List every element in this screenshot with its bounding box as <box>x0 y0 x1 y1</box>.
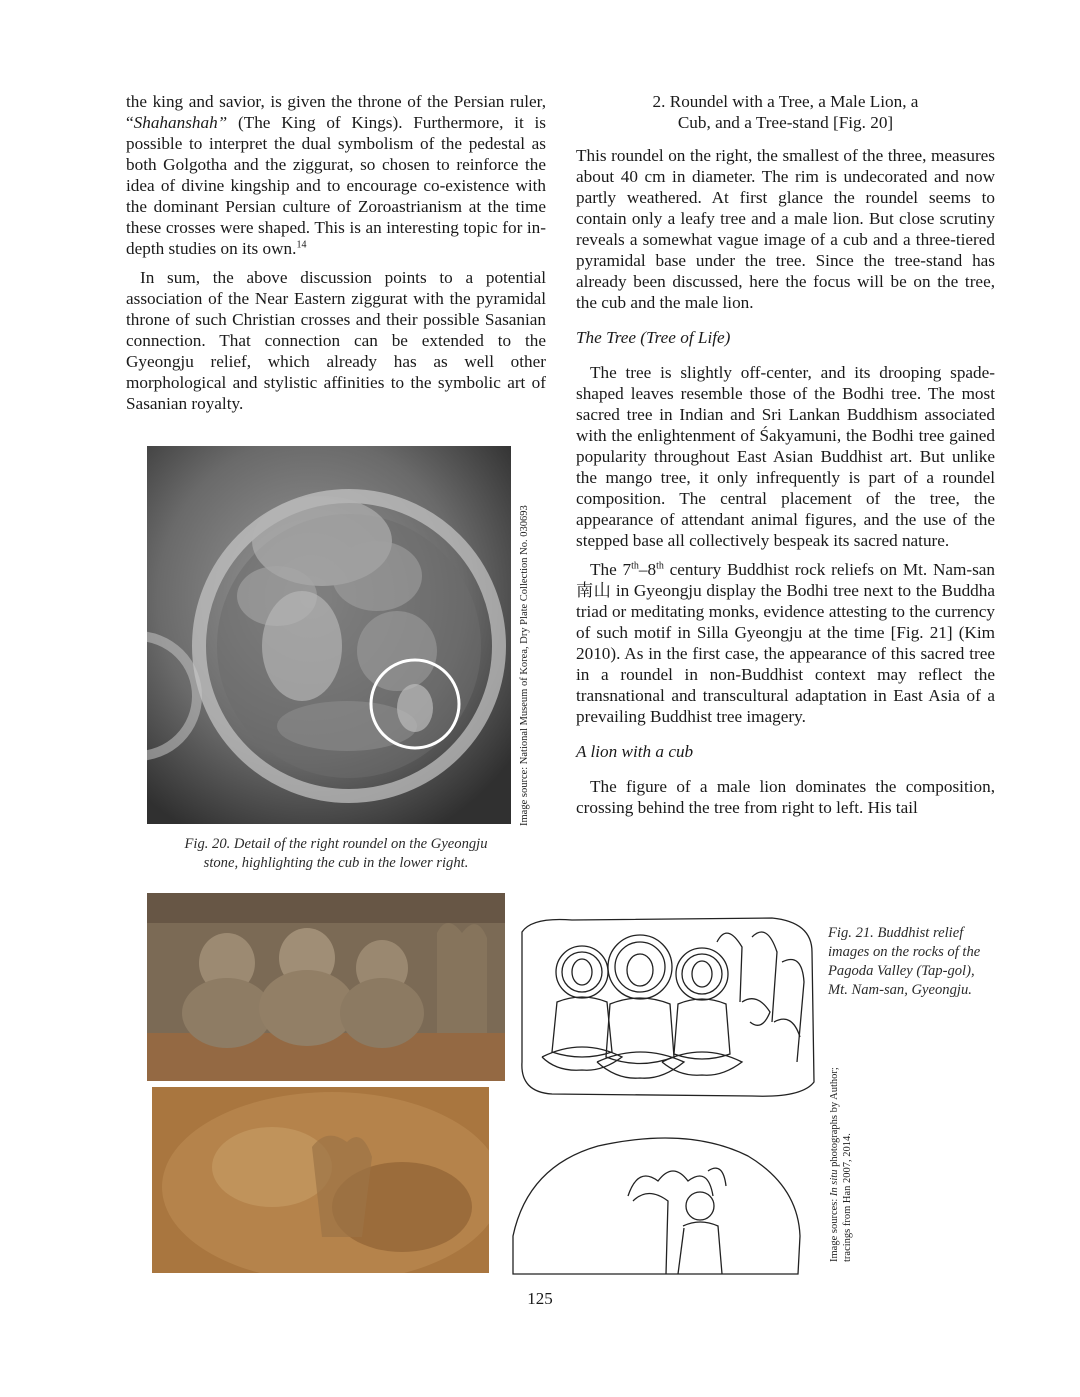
text-run: Image sources: <box>829 1196 840 1262</box>
credit-line: tracings from Han 2007, 2014. <box>842 1133 853 1262</box>
credit-line <box>828 1022 841 1262</box>
text-run: the king and savior, is given the throne of the Persian ruler, “ <box>126 92 546 132</box>
paragraph <box>576 559 995 727</box>
left-column <box>126 91 546 414</box>
figure-21-photo-bottom <box>152 1087 489 1273</box>
footnote-ref: 14 <box>296 239 307 251</box>
caption-line: images on the rocks of the <box>828 944 981 960</box>
superscript: th <box>656 560 664 572</box>
paragraph: In sum, the above discussion points to a potential association of the Near Eastern ziggurat with the pyramidal throne of such Christian crosses and their possible Sasanian connection. That connection can be extended to the Gyeongju relief, which already has as well other morphological and stylistic affinities to the symbolic art of Sasanian royalty. <box>126 268 546 413</box>
buddha-triad-relief-photo <box>147 893 505 1081</box>
heading-line: Cub, and a Tree-stand [Fig. 20] <box>677 113 894 132</box>
text-run: century Buddhist rock reliefs on Mt. Nam-san 南山 in Gyeongju display the Bodhi tree next to the Buddha triad or meditating monks, evidence attesting to the currency of such motif in Silla Gyeongju at the time [Fig. 21] (Kim 2010). As in the first case, the appearance of this sacred tree in a roundel in non-Buddhist context may reflect the transnational and transcultural adaptation in East Asia of a prevailing Buddhist tree imagery. <box>576 560 995 726</box>
figure-21-caption <box>828 924 1008 1000</box>
rock-relief-tracing <box>508 1126 808 1276</box>
superscript: th <box>631 560 639 572</box>
paragraph: The figure of a male lion dominates the composition, crossing behind the tree from right to left. His tail <box>576 777 995 817</box>
figure-21-tracing-bottom <box>508 1126 808 1276</box>
page-number: 125 <box>527 1289 553 1308</box>
figure-21-photo-top <box>147 893 505 1081</box>
roundel-relief-illustration <box>147 446 511 824</box>
figure-20-photo <box>147 446 511 824</box>
figure-20-credit: Image source: National Museum of Korea, Dry Plate Collection No. 030693 <box>519 505 530 826</box>
right-column <box>576 91 995 818</box>
buddha-triad-tracing <box>512 912 818 1100</box>
figure-21-credit <box>828 1022 854 1262</box>
text-run: The 7 <box>590 560 632 579</box>
section-heading <box>576 91 995 133</box>
caption-line: stone, highlighting the cub in the lower right. <box>203 855 469 871</box>
caption-line: Mt. Nam-san, Gyeongju. <box>828 982 972 998</box>
figure-21-tracing-top <box>512 912 818 1100</box>
caption-line: Pagoda Valley (Tap-gol), <box>828 963 975 979</box>
subheading-tree: The Tree (Tree of Life) <box>576 328 731 347</box>
paragraph <box>126 91 546 259</box>
text-run: (The King of Kings). Furthermore, it is possible to interpret the dual symbolism of the pedestal as both Golgotha and the ziggurat, so chosen to reinforce the idea of divine kingship and to encourage co-existence with the dominant Persian culture of Zoroastrianism at the time these crosses were shaped. This is an interesting topic for in-depth studies on its own. <box>126 113 546 258</box>
text-run: photographs by Author; <box>829 1067 840 1170</box>
emphasis: In situ <box>829 1169 840 1197</box>
rock-relief-photo <box>152 1087 489 1273</box>
caption-line: Fig. 21. Buddhist relief <box>828 925 964 941</box>
figure-20-caption <box>126 835 546 873</box>
text-run: –8 <box>638 560 657 579</box>
paragraph: The tree is slightly off-center, and its drooping spade-shaped leaves resemble those of the Bodhi tree. The most sacred tree in Indian and Sri Lankan Buddhism associated with the enlightenment of Śakyamuni, the Bodhi tree gained popularity throughout East Asian Buddhist art. But unlike the mango tree, it only infrequently is part of a roundel composition. The central placement of the tree, the appearance of attendant animal figures, and the use of the stepped base all collectively bespeak its sacred nature. <box>576 363 995 550</box>
heading-line: 2. Roundel with a Tree, a Male Lion, a <box>652 92 919 111</box>
paragraph: This roundel on the right, the smallest of the three, measures about 40 cm in diameter. The rim is undecorated and now partly weathered. At first glance the roundel seems to contain only a leafy tree and a male lion. But close scrutiny reveals a somewhat vague image of a cub and a three-tiered pyramidal base under the tree. Since the tree-stand has already been discussed, here the focus will be on the tree, the cub and the male lion. <box>576 146 995 312</box>
caption-line: Fig. 20. Detail of the right roundel on the Gyeongju <box>184 836 488 852</box>
emphasis: Shahanshah” <box>133 113 228 132</box>
subheading-lion: A lion with a cub <box>576 742 694 761</box>
